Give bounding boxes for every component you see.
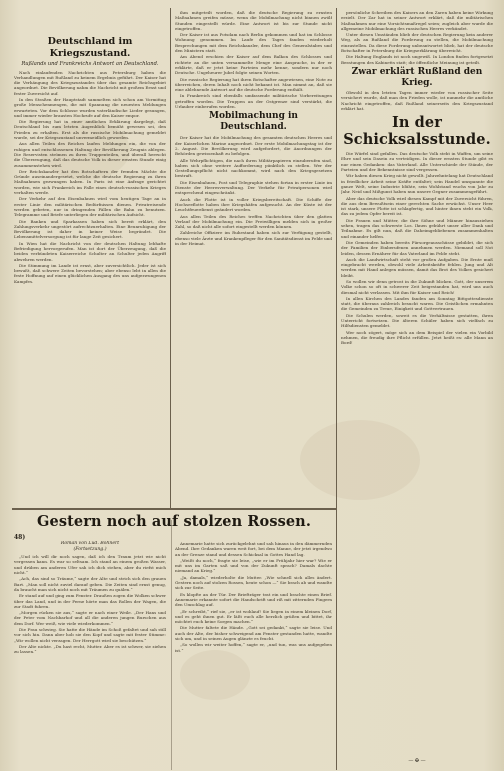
middle-column [175,10,332,506]
middle-article-body-bottom: Der Kaiser hat die Mobilmachung des gesamten deutschen Heeres und der Kaiserlichen Marine angeordnet. Der erste Mobilmachungstag ist der 2. August. Die Bevölkerung wird aufgefordert, die Anordnungen der Behörden gewissenhaft zu befolgen. Alle Wehrpflichtigen, die nach ihren Militärpapieren einzuberufen sind, haben sich ohne weitere Aufforderung pünktlich zu stellen. Wer der Gestellungspflicht nicht nachkommt, wird nach den Kriegsgesetzen bestraft. Die Eisenbahnen, Post und Telegraphie stehen fortan in erster Linie im Dienste der Heeresverwaltung. Der Verkehr für Privatpersonen wird entsprechend eingeschränkt. Auch die Flotte ist in voller Kriegsbereitschaft. Die Schiffe der Hochseeflotte haben ihre Kriegshäfen aufgesucht. An der Küste ist der Leuchtfeuerdienst geändert worden. Aus allen Teilen des Reiches treffen Nachrichten über den glatten Verlauf der Mobilmachung ein. Die Freiwilligen melden sich in großer Zahl, so daß nicht alle sofort eingestellt werden können. Zahlreiche Offiziere im Ruhestand haben sich zur Verfügung gestellt, ebenso viele Ärzte und Krankenpfleger für den Sanitätsdienst im Felde und in der Heimat. [175,135,332,246]
serial-title: Gestern noch auf stolzen Rossen. [37,513,311,530]
serial-note: (Fortsetzung.) [73,546,107,552]
middle-section-headline: Mobilmachung in Deutschland. [209,111,298,133]
right-article-body-top: persönliche Schreiben des Kaisers an den Zaren haben keine Wirkung erzielt. Der Zar hat in seiner Antwort erklärt, daß die militärischen Maßnahmen nur eine Vorsichtsmaßregel seien; zugleich aber wurde die allgemeine Mobilmachung des russischen Heeres verkündet. Unter diesen Umständen blieb der deutschen Regierung kein anderer Weg, als an Rußland die Forderung zu stellen, die Mobilmachung einzustellen. Da diese Forderung unbeantwortet blieb, hat der deutsche Botschafter in Petersburg die Kriegserklärung überreicht. Die Haltung Englands ist noch ungewiß. In London finden fortgesetzt Beratungen des Kabinetts statt; die öffentliche Meinung ist geteilt. [341,10,493,65]
column-rule [170,8,171,508]
right-article-body-mid: Obwohl in den letzten Tagen immer wieder von russischer Seite versichert wurde, daß man den Frieden wolle, ist nunmehr die amtliche Nachricht eingetroffen, daß Rußland seinerseits den Kriegszustand erklärt hat. [341,89,493,111]
serial-text-right: Annemarie hatte sich zurückgelehnt und sah hinaus in den dämmernden Abend. Ihre Gedanken waren weit fort, bei dem Manne, der jetzt irgendwo an der Grenze stand und dessen Schicksal in Gottes Hand lag. „Weißt du noch,“ fragte sie leise, „wie er im Frühjahr hier war? Wie er mit uns im Garten saß und von der Zukunft sprach? Damals dachte niemand an Krieg.“ „Ja, damals,“ wiederholte die Mutter. „Wie schnell sich alles ändert. Gestern noch auf stolzen Rossen, heute schon —“ Sie brach ab und wandte sich zur Seite. Es klopfte an der Tür. Der Briefträger trat ein und brachte einen Brief. Annemarie erkannte sofort die Handschrift und riß mit zitternden Fingern den Umschlag auf. „Er schreibt,“ rief sie, „er ist wohlauf! Sie liegen in einem kleinen Dorf, und es geht ihnen gut. Er läßt euch alle herzlich grüßen und bittet, ihr möchtet euch keine Sorgen machen.“ Die Mutter faltete die Hände. „Gott sei gedankt,“ sagte sie leise. Und auch der Alte, der bisher schweigend am Fenster gestanden hatte, wandte sich um, und in seinen Augen glänzte es feucht. „So wollen wir weiter hoffen,“ sagte er, „und tun, was uns aufgegeben ist.“ [175,541,332,653]
right-column [341,10,493,768]
right-headline-second: In der Schicksalsstunde. [343,114,491,149]
serial-column-right [175,541,332,769]
column-rule [171,520,172,770]
serial-number: 48) [14,534,26,541]
right-column-end-mark: — ✠ — [408,758,426,764]
section-divider [12,508,336,510]
column-rule [336,8,337,770]
left-article-body: Nach einlaufenden Nachrichten aus Petersburg haben die Verhandlungen mit Rußland zu keinem Ergebnis geführt. Der Kaiser hat die Verhängung des Kriegszustandes über das gesamte Reichsgebiet angeordnet. Die Bevölkerung nahm die Nachricht mit großem Ernst und fester Zuversicht auf. In den Straßen der Hauptstadt sammelten sich schon am Vormittag große Menschenmengen, die mit Spannung die neuesten Meldungen erwarteten. Vor dem Schlosse wurden vaterländische Lieder gesungen, und immer wieder brausten Hochrufe auf den Kaiser empor. Die Regierung hat in einer amtlichen Erklärung dargelegt, daß Deutschland bis zum letzten Augenblick bemüht gewesen sei, den Frieden zu erhalten. Erst als die russische Mobilmachung gemeldet wurde, sei der Kriegszustand unvermeidlich geworden. Aus allen Teilen des Reiches laufen Meldungen ein, die von der ruhigen und entschlossenen Haltung der Bevölkerung Zeugnis ablegen. Die Reservisten strömen zu ihren Truppenteilen, und überall herrscht die Überzeugung, daß das deutsche Volk in dieser ernsten Stunde einig zusammenstehen wird. Der Reichskanzler hat den Botschaftern der fremden Mächte die Gründe auseinandergesetzt, welche die deutsche Regierung zu ihren Maßnahmen gezwungen haben. In Paris ist eine Anfrage gerichtet worden, wie sich Frankreich im Falle eines deutsch-russischen Krieges verhalten werde. Der Verkehr auf den Eisenbahnen wird vom heutigen Tage an in erster Linie den militärischen Bedürfnissen dienen. Privatreisende werden gebeten, nur in dringenden Fällen die Bahn zu benutzen. Telegramme und Briefe unterliegen der militärischen Aufsicht. Die Banken und Sparkassen haben sich bereit erklärt, den Zahlungsverkehr ungestört aufrechtzuerhalten. Eine Beunruhigung der Bevölkerung ist daher in keiner Weise begründet. Die Lebensmittelversorgung ist für lange Zeit gesichert. In Wien hat die Nachricht von der deutschen Haltung lebhafte Befriedigung hervorgerufen. Man ist dort der Überzeugung, daß die beiden verbündeten Kaiserreiche Schulter an Schulter jeden Angriff abwehren werden. Die Stimmung im Lande ist ernst, aber zuversichtlich. Jeder ist sich bewußt, daß schwere Zeiten bevorstehen; aber ebenso lebt in allen die feste Hoffnung auf einen glücklichen Ausgang des uns aufgezwungenen Kampfes. [14,69,166,284]
middle-article-body-top: ihm mitgeteilt worden, daß die deutsche Regierung zu ernsten Maßnahmen greifen müsse, wenn die Mobilmachung nicht binnen zwölf Stunden eingestellt würde. Eine Antwort ist bis zur Stunde nicht eingetroffen. Der Kaiser ist aus Potsdam nach Berlin gekommen und hat im Schlosse Wohnung genommen. Im Laufe des Tages fanden wiederholt Besprechungen mit dem Reichskanzler, dem Chef des Generalstabes und den Ministern statt. Am Abend erschien der Kaiser auf dem Balkon des Schlosses und richtete an die unten versammelte Menge eine Ansprache, in der er erklärte, daß er jetzt keine Parteien mehr kenne, sondern nur noch Deutsche. Ungeheurer Jubel folgte seinen Worten. Die russische Regierung hat ihren Botschafter angewiesen, eine Note zu überreichen, deren Inhalt noch nicht bekannt ist. Man nimmt an, daß sie eine ablehnende Antwort auf die deutsche Forderung enthält. In Frankreich sind ebenfalls umfassende militärische Vorbereitungen getroffen worden. Die Truppen an der Ostgrenze sind verstärkt, die Urlauber einberufen worden. [175,10,332,110]
left-subheadline: Rußlands und Frankreichs Antwort an Deutschland. [21,61,159,67]
serial-text-left: „Und ich will dir noch sagen, daß ich den Traum jetzt wie nicht vergessen kann. Es war so seltsam. Ich stand an einem großen Wasser, und drüben am anderen Ufer sah ich dich stehen, aber du riefst mich nicht.“ „Ach, das sind so Träume,“ sagte der Alte und strich sich den grauen Bart. „Man soll nicht zuviel darauf geben. Die Zeiten sind ernst genug, da braucht man sich nicht noch mit Träumen zu quälen.“ Er stand auf und ging zum Fenster. Draußen zogen die Wolken schwer über das Land, und in der Ferne hörte man das Rollen der Wagen, die zur Stadt fuhren. „Morgen rücken sie aus,“ sagte er nach einer Weile. „Der Hans und der Peter vom Nachbarhof und all die anderen jungen Burschen aus dem Dorf. Wer weiß, wie viele wiederkommen.“ Die Frau schwieg. Sie hatte die Hände im Schoß gefaltet und sah still vor sich hin. Dann aber hob sie den Kopf und sagte mit fester Stimme: „Wir wollen nicht verzagen. Der Herrgott wird sie beschützen.“ Der Alte nickte. „Du hast recht, Mutter. Aber es ist schwer, sie ziehen zu lassen.“ [14,554,166,655]
left-headline: Deutschland im Kriegszustand. [47,36,133,59]
right-headline-first: Zwar erklärt Rußland den Krieg. [351,66,483,88]
left-column [14,36,166,506]
right-article-body-bottom: Die Würfel sind gefallen. Das deutsche Volk steht in Waffen, um seine Ehre und sein Dasein zu verteidigen. In dieser ernsten Stunde gibt es nur einen Gedanken: das Vaterland. Alle Unterschiede der Stände, der Parteien und der Bekenntnisse sind vergessen. Wir haben diesen Krieg nicht gewollt. Jahrzehntelang hat Deutschland in friedlicher Arbeit seine Kräfte entfaltet; sein Handel umspannte die ganze Welt, seine Industrie blühte, sein Wohlstand wuchs von Jahr zu Jahr. Neid und Mißgunst haben nun unsere Gegner zusammengeführt. Aber das deutsche Volk wird diesen Kampf mit der Zuversicht führen, die aus dem Bewußtsein einer gerechten Sache erwächst. Unser Heer ist stark, unsere Flotte ist schlagfertig, und hinter ihnen steht ein Volk, das zu jedem Opfer bereit ist. Die Frauen und Mütter, die ihre Söhne und Männer hinausziehen sehen, tragen das schwerste Los. Ihnen gebührt unser aller Dank und Teilnahme. Es gilt nun, daß die Daheimgebliebenen zusammenhalten und einander helfen. Die Gemeinden haben bereits Fürsorgeausschüsse gebildet, die sich der Familien der Einberufenen annehmen werden. Niemand soll Not leiden, dessen Ernährer für das Vaterland im Felde steht. Auch die Landwirtschaft steht vor großen Aufgaben. Die Ernte muß eingebracht werden, obwohl viele Arbeitskräfte fehlen. Jung und Alt werden mit Hand anlegen müssen, damit das Brot des Volkes gesichert bleibt. So wollen wir denn getrost in die Zukunft blicken. Gott, der unserem Volke schon so oft in schwerer Zeit beigestanden hat, wird uns auch diesmal nicht verlassen. Mit ihm für Kaiser und Reich! In allen Kirchen des Landes fanden am Sonntag Bittgottesdienste statt, die überaus zahlreich besucht waren. Die Geistlichen ermahnten die Gemeinden zu Treue, Einigkeit und Gottvertrauen. Die Schulen werden, soweit es die Verhältnisse gestatten, ihren Unterricht fortsetzen. Die älteren Schüler haben sich vielfach zu Hilfsdiensten gemeldet. Wer noch zögert, möge sich an dem Beispiel der vielen ein Vorbild nehmen, die freudig ihre Pflicht erfüllen. Jetzt heißt es: alle Mann an Bord! [341,151,493,346]
serial-header [12,513,336,535]
serial-byline: Roman von Lud. Bohnert [60,541,120,546]
serial-column-left [14,541,166,769]
